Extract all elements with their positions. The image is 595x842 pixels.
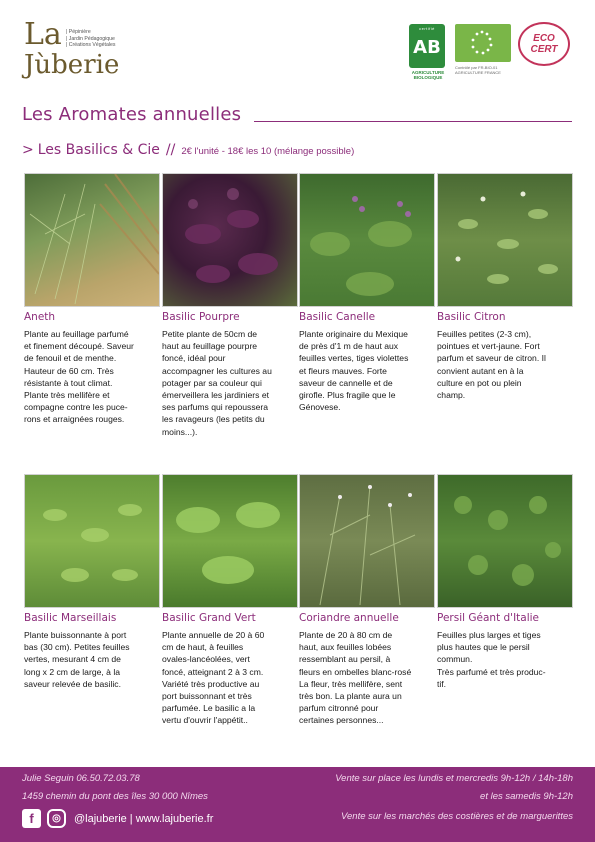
product-card-basilic-canelle: [299, 173, 435, 413]
desc-line: potager par sa couleur qui: [162, 377, 262, 388]
desc-line: ovales-lancéolées, vert: [162, 654, 250, 665]
desc-line: Plante annuelle de 20 à 60: [162, 630, 265, 640]
desc-line: tif.: [437, 678, 447, 689]
lemon-basil-foliage: [438, 174, 572, 306]
section-heading: [22, 142, 354, 158]
desc-line: Génovese.: [299, 402, 341, 413]
marseille-basil-foliage: [25, 475, 159, 607]
section-separator: //: [165, 142, 176, 158]
desc-line: port buissonnant et très: [162, 691, 252, 702]
desc-line: moins...).: [162, 426, 198, 437]
desc-line: girofle. Plus fragile que le: [299, 390, 396, 401]
ab-caption: AGRICULTURE BIOLOGIQUE: [411, 70, 445, 80]
desc-line: Variété très productive au: [162, 678, 260, 689]
product-name: Basilic Marseillais: [24, 612, 117, 624]
product-name: Aneth: [24, 311, 56, 323]
title-divider: [254, 121, 572, 122]
eu-leaf-icon: [455, 24, 511, 62]
desc-line: Plante buissonnante à port: [24, 630, 127, 640]
large-basil-foliage: [163, 475, 297, 607]
ecocert-logo: [518, 22, 570, 66]
facebook-icon[interactable]: f: [22, 809, 41, 828]
desc-line: de près d'1 m de haut aux: [299, 341, 399, 352]
desc-line: fleurs en ombelles blanc-rosé: [299, 666, 412, 677]
desc-line: culture en pot ou plein: [437, 377, 522, 388]
desc-line: Plante de 20 à 80 cm de: [299, 630, 393, 640]
product-photo-persil-geant: [437, 474, 573, 608]
desc-line: Très parfumé et très produc-: [437, 666, 546, 677]
product-photo-basilic-canelle: [299, 173, 435, 307]
ab-letters: AB: [413, 37, 441, 58]
product-card-basilic-marseillais: [24, 474, 160, 690]
ecocert-text-2: CERT: [530, 44, 558, 55]
desc-line: foncé, idéal pour: [162, 353, 226, 364]
social-links: [22, 809, 213, 828]
product-card-coriandre: [299, 474, 435, 727]
desc-line: Hauteur de 60 cm. Très: [24, 365, 114, 376]
product-name: Basilic Canelle: [299, 311, 376, 323]
desc-line: vertu d'ouvrir l'appétit..: [162, 715, 248, 726]
parsley-foliage: [438, 475, 572, 607]
desc-line: et finement découpé. Saveur: [24, 341, 134, 352]
hours-weekdays: Vente sur place les lundis et mercredis 9h-12h / 14h-18h: [335, 773, 573, 784]
desc-line: parfum et saveur de citron. Il: [437, 353, 546, 364]
product-photo-basilic-marseillais: [24, 474, 160, 608]
logo-tagline: | Créations Végétales: [66, 42, 116, 48]
desc-line: Feuilles plus larges et tiges: [437, 630, 541, 640]
markets-info: Vente sur les marchés des costières et de marguerittes: [341, 811, 573, 822]
product-description: [437, 629, 573, 690]
product-card-basilic-citron: [437, 173, 573, 401]
section-title: Les Basilics & Cie: [37, 142, 160, 158]
logo-tagline: | Pépinière: [66, 29, 91, 35]
footer: [0, 767, 595, 842]
desc-line: Plante très mellifère et: [24, 390, 110, 401]
contact-address: 1459 chemin du pont des îles 30 000 Nîmes: [22, 791, 208, 802]
product-card-aneth: [24, 173, 160, 426]
desc-line: foncé, atteignant 2 à 3 cm.: [162, 666, 264, 677]
product-name: Basilic Citron: [437, 311, 506, 323]
desc-line: saveur relevée de basilic.: [24, 678, 121, 689]
desc-line: rons et arraignées rouges.: [24, 414, 125, 425]
desc-line: de fenouil et de menthe.: [24, 353, 117, 364]
product-description: [299, 629, 435, 727]
logo-tagline: | Jardin Pédagogique: [66, 35, 115, 42]
ab-top-text: certifié: [419, 26, 435, 31]
desc-line: parfum citronné pour: [299, 703, 379, 714]
desc-line: ses parfums qui repoussera: [162, 402, 269, 413]
section-arrow: >: [22, 142, 34, 158]
product-name: Basilic Grand Vert: [162, 612, 256, 624]
desc-line: Plante au feuillage parfumé: [24, 329, 129, 339]
desc-line: compagne contre les puce-: [24, 402, 128, 413]
eu-organic-logo: [455, 24, 511, 62]
desc-line: et fleurs mauves. Forte: [299, 365, 387, 376]
product-photo-aneth: [24, 173, 160, 307]
desc-line: les ravageurs (les petits du: [162, 414, 265, 425]
desc-line: cm de haut, à feuilles: [162, 642, 244, 653]
product-description: [162, 629, 298, 727]
desc-line: convient autant en à la: [437, 365, 524, 376]
desc-line: haut, aux feuilles lobées: [299, 642, 392, 653]
product-description: [162, 328, 298, 438]
desc-line: très bon. La plante aura un: [299, 691, 402, 702]
section-price: 2€ l'unité - 18€ les 10 (mélange possible): [181, 146, 355, 157]
product-photo-basilic-grand-vert: [162, 474, 298, 608]
product-name: Persil Géant d'Italie: [437, 612, 540, 624]
hours-saturday: et les samedis 9h-12h: [480, 791, 573, 802]
desc-line: ressemblant au persil, à: [299, 654, 391, 665]
contact-name-phone: Julie Seguin 06.50.72.03.78: [22, 773, 140, 784]
desc-line: vertes, mesurant 4 cm de: [24, 654, 121, 665]
product-card-persil-geant: [437, 474, 573, 690]
coriander-foliage: [300, 475, 434, 607]
desc-line: certaines personnes...: [299, 715, 384, 726]
ecocert-text-1: ECO: [533, 33, 555, 44]
product-name: Coriandre annuelle: [299, 612, 399, 624]
desc-line: long x 2 cm de large, à la: [24, 666, 121, 677]
logo-taglines: [66, 29, 116, 49]
eu-caption: Contrôlé par FR-BIO-01 AGRICULTURE FRANCE: [455, 65, 501, 75]
desc-line: émerveillera les jardiniers et: [162, 390, 269, 401]
dill-foliage: [25, 174, 159, 306]
desc-line: commun.: [437, 654, 473, 665]
logo-word-juberie: Jùberie: [24, 50, 120, 80]
product-name: Basilic Pourpre: [162, 311, 240, 323]
desc-line: plus hautes que le persil: [437, 642, 530, 653]
desc-line: pointues et vert-jaune. Fort: [437, 341, 540, 352]
desc-line: Petite plante de 50cm de: [162, 329, 258, 339]
desc-line: feuilles vertes, tiges violettes: [299, 353, 409, 364]
cinnamon-basil-foliage: [300, 174, 434, 306]
product-description: [24, 328, 160, 426]
purple-basil-foliage: [163, 174, 297, 306]
desc-line: champ.: [437, 390, 466, 401]
product-photo-basilic-citron: [437, 173, 573, 307]
product-card-basilic-grand-vert: [162, 474, 298, 727]
page-title: Les Aromates annuelles: [22, 104, 242, 125]
desc-line: parfumée. Le basilic a la: [162, 703, 256, 714]
desc-line: saveur de cannelle et de: [299, 377, 393, 388]
logo: [24, 17, 134, 84]
desc-line: haut au feuillage pourpre: [162, 341, 258, 352]
product-photo-coriandre: [299, 474, 435, 608]
desc-line: accompagner les cultures au: [162, 365, 272, 376]
product-description: [24, 629, 160, 690]
desc-line: résistante à tout climat.: [24, 377, 113, 388]
ab-certification-logo: [409, 24, 445, 68]
product-photo-basilic-pourpre: [162, 173, 298, 307]
social-handle-website[interactable]: @lajuberie | www.lajuberie.fr: [74, 812, 214, 825]
desc-line: bas (30 cm). Petites feuilles: [24, 642, 130, 653]
instagram-icon[interactable]: ◎: [47, 809, 66, 828]
product-description: [299, 328, 435, 413]
product-card-basilic-pourpre: [162, 173, 298, 438]
logo-word-la: La: [24, 17, 62, 52]
desc-line: La fleur, très mellifère, sent: [299, 678, 403, 689]
product-description: [437, 328, 573, 401]
desc-line: Feuilles petites (2-3 cm),: [437, 329, 532, 339]
desc-line: Plante originaire du Mexique: [299, 329, 408, 339]
